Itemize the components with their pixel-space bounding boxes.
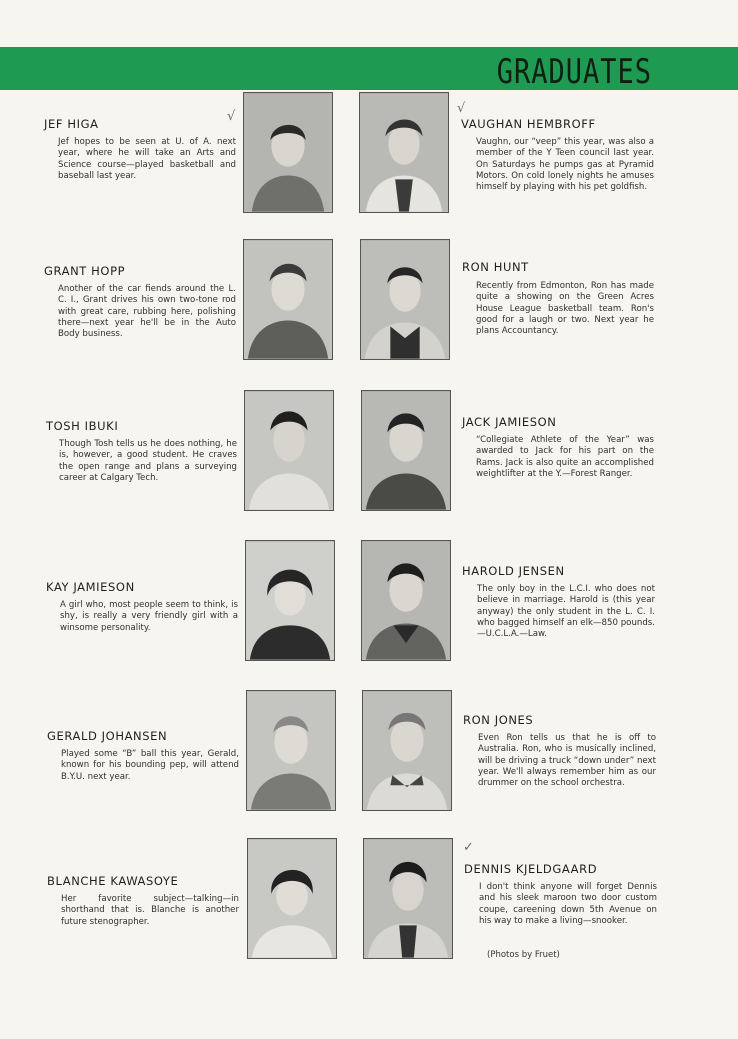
header-bar — [0, 47, 738, 90]
page-title: GRADUATES — [496, 53, 652, 92]
check-mark: ✓ — [463, 840, 474, 855]
student-description: The only boy in the L.C.I. who does not believe in marriage. Harold is (this year anyway) the only student in the L. C. I. who bagged himself an elk—850 pounds.—U.C.L.A.—Law. — [477, 584, 655, 640]
student-description: A girl who, most people seem to think, is shy, is really a very friendly girl with a winsome personality. — [60, 600, 238, 633]
student-name: JACK JAMIESON — [462, 415, 557, 429]
student-photo — [361, 390, 451, 511]
student-description: Recently from Edmonton, Ron has made quite a showing on the Green Acres House League basketball team. Ron's good for a laugh or two. Next year he plans Accountancy. — [476, 281, 654, 337]
student-description: Though Tosh tells us he does nothing, he is, however, a good student. He craves the open range and plans a surveying career at Calgary Tech. — [59, 439, 237, 483]
student-name: HAROLD JENSEN — [462, 564, 565, 578]
student-description: Jef hopes to be seen at U. of A. next year, where he will take an Arts and Science course—played basketball and baseball last year. — [58, 137, 236, 181]
student-description: Played some “B” ball this year, Gerald, known for his bounding pep, will attend B.Y.U. next year. — [61, 749, 239, 782]
student-photo — [360, 239, 450, 360]
student-photo — [361, 540, 451, 661]
student-photo — [362, 690, 452, 811]
student-name: VAUGHAN HEMBROFF — [461, 117, 596, 131]
student-name: RON JONES — [463, 713, 534, 727]
student-description: Even Ron tells us that he is off to Australia. Ron, who is musically inclined, will be driving a truck “down under” next year. We'll always remember him as our drummer on the school orchestra. — [478, 733, 656, 789]
student-photo — [243, 92, 333, 213]
student-name: DENNIS KJELDGAARD — [464, 862, 598, 876]
student-name: GERALD JOHANSEN — [47, 729, 168, 743]
student-description: I don't think anyone will forget Dennis and his sleek maroon two door custom coupe, careening down 5th Avenue on his way to make a living—snooker. — [479, 882, 657, 926]
student-photo — [247, 838, 337, 959]
student-name: RON HUNT — [462, 260, 529, 274]
check-mark: √ — [457, 101, 466, 116]
student-description: Vaughn, our “veep” this year, was also a member of the Y Teen council last year. On Saturdays he pumps gas at Pyramid Motors. On cold lonely nights he amuses himself by playing with his pet goldfish. — [476, 137, 654, 193]
student-name: BLANCHE KAWASOYE — [47, 874, 179, 888]
student-photo — [243, 239, 333, 360]
student-photo — [359, 92, 449, 213]
student-description: Her favorite subject—talking—in shorthand that is. Blanche is another future stenographer. — [61, 894, 239, 927]
photo-credit: (Photos by Fruet) — [487, 950, 560, 960]
student-description: Another of the car fiends around the L. C. I., Grant drives his own two-tone rod with great care, rubbing here, polishing there—next year he'll be in the Auto Body business. — [58, 284, 236, 340]
student-name: GRANT HOPP — [44, 264, 126, 278]
student-name: JEF HIGA — [44, 117, 99, 131]
student-name: TOSH IBUKI — [46, 419, 119, 433]
student-photo — [246, 690, 336, 811]
student-name: KAY JAMIESON — [46, 580, 135, 594]
student-photo — [245, 540, 335, 661]
student-photo — [244, 390, 334, 511]
student-description: “Collegiate Athlete of the Year” was awarded to Jack for his part on the Rams. Jack is also quite an accomplished weightlifter at the Y.—Forest Ranger. — [476, 435, 654, 479]
student-photo — [363, 838, 453, 959]
check-mark: √ — [227, 109, 236, 124]
